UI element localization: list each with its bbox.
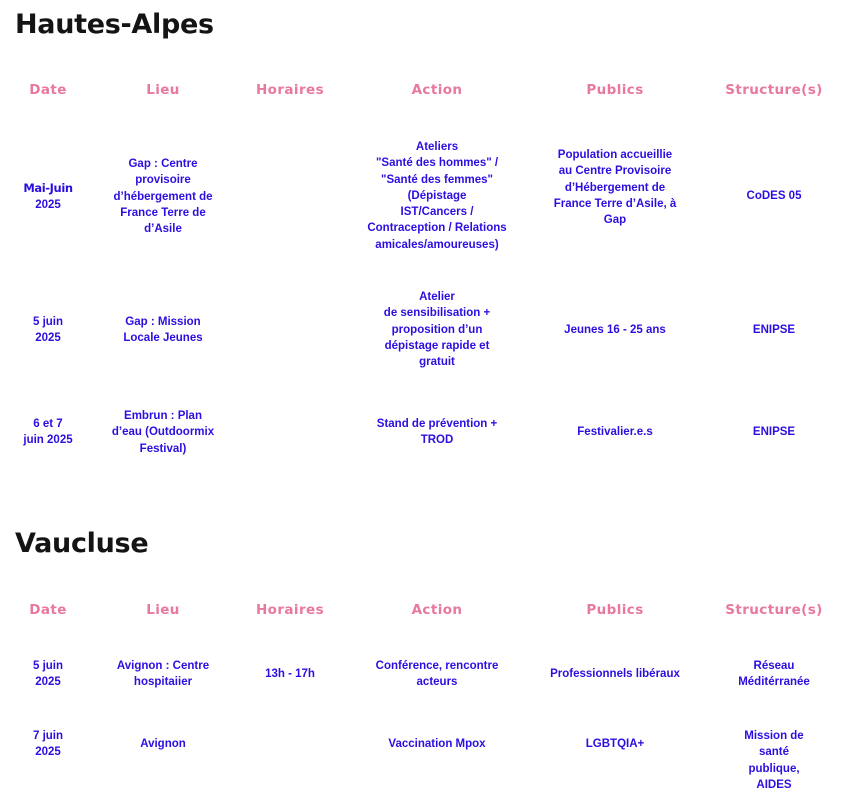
cell-publics: Festivalier.e.s	[577, 426, 653, 438]
cell-structures: Mission de santé publique, AIDES	[744, 730, 804, 791]
cell-date	[23, 180, 72, 214]
cell-structures: ENIPSE	[752, 324, 796, 336]
cell-date: 5 juin 2025	[32, 316, 64, 345]
header-action: Action	[411, 82, 463, 98]
cell-date: 5 juin 2025	[32, 660, 64, 689]
cell-publics: LGBTQIA+	[585, 738, 645, 750]
cell-publics: Population accueillie au Centre Provisoire d’Hébergement de France Terre d’Asile, à Gap	[553, 149, 677, 227]
cell-lieu: Avignon	[140, 738, 186, 750]
date-year: 2025	[35, 199, 61, 212]
cell-structures: ENIPSE	[752, 426, 796, 438]
cell-action: Vaccination Mpox	[388, 738, 486, 750]
cell-horaires: 13h - 17h	[265, 668, 315, 680]
header-publics: Publics	[586, 82, 644, 98]
cell-structures: CoDES 05	[746, 190, 802, 202]
cell-lieu: Embrun : Plan d’eau (Outdoormix Festival)	[111, 410, 215, 455]
section-title-hautes-alpes: Hautes-Alpes	[15, 9, 214, 40]
date-main: Mai-Juin	[23, 181, 73, 195]
header-horaires: Horaires	[255, 602, 325, 618]
header-date: Date	[29, 602, 67, 618]
cell-date: 6 et 7 juin 2025	[23, 418, 73, 447]
cell-structures: Réseau Méditérranée	[738, 660, 810, 689]
header-horaires: Horaires	[255, 82, 325, 98]
cell-lieu: Avignon : Centre hospitaiier	[116, 660, 210, 689]
header-publics: Publics	[586, 602, 644, 618]
cell-lieu: Gap : Centre provisoire d’hébergement de France Terre de d’Asile	[113, 158, 213, 236]
header-lieu: Lieu	[146, 602, 180, 618]
header-lieu: Lieu	[146, 82, 180, 98]
cell-action: Stand de prévention + TROD	[376, 418, 498, 447]
header-date: Date	[29, 82, 67, 98]
cell-action: Ateliers "Santé des hommes" / "Santé des femmes" (Dépistage IST/Cancers / Contraception / Relations amicales/amoureuses)	[367, 141, 507, 251]
cell-lieu: Gap : Mission Locale Jeunes	[123, 316, 203, 345]
header-structures: Structure(s)	[725, 602, 823, 618]
cell-action: Conférence, rencontre acteurs	[375, 660, 499, 689]
section-title-vaucluse: Vaucluse	[15, 528, 149, 559]
cell-publics: Jeunes 16 - 25 ans	[564, 324, 666, 336]
header-structures: Structure(s)	[725, 82, 823, 98]
cell-publics: Professionnels libéraux	[550, 668, 680, 680]
cell-action: Atelier de sensibilisation + proposition d’un dépistage rapide et gratuit	[383, 291, 491, 369]
cell-date: 7 juin 2025	[32, 730, 64, 759]
header-action: Action	[411, 602, 463, 618]
